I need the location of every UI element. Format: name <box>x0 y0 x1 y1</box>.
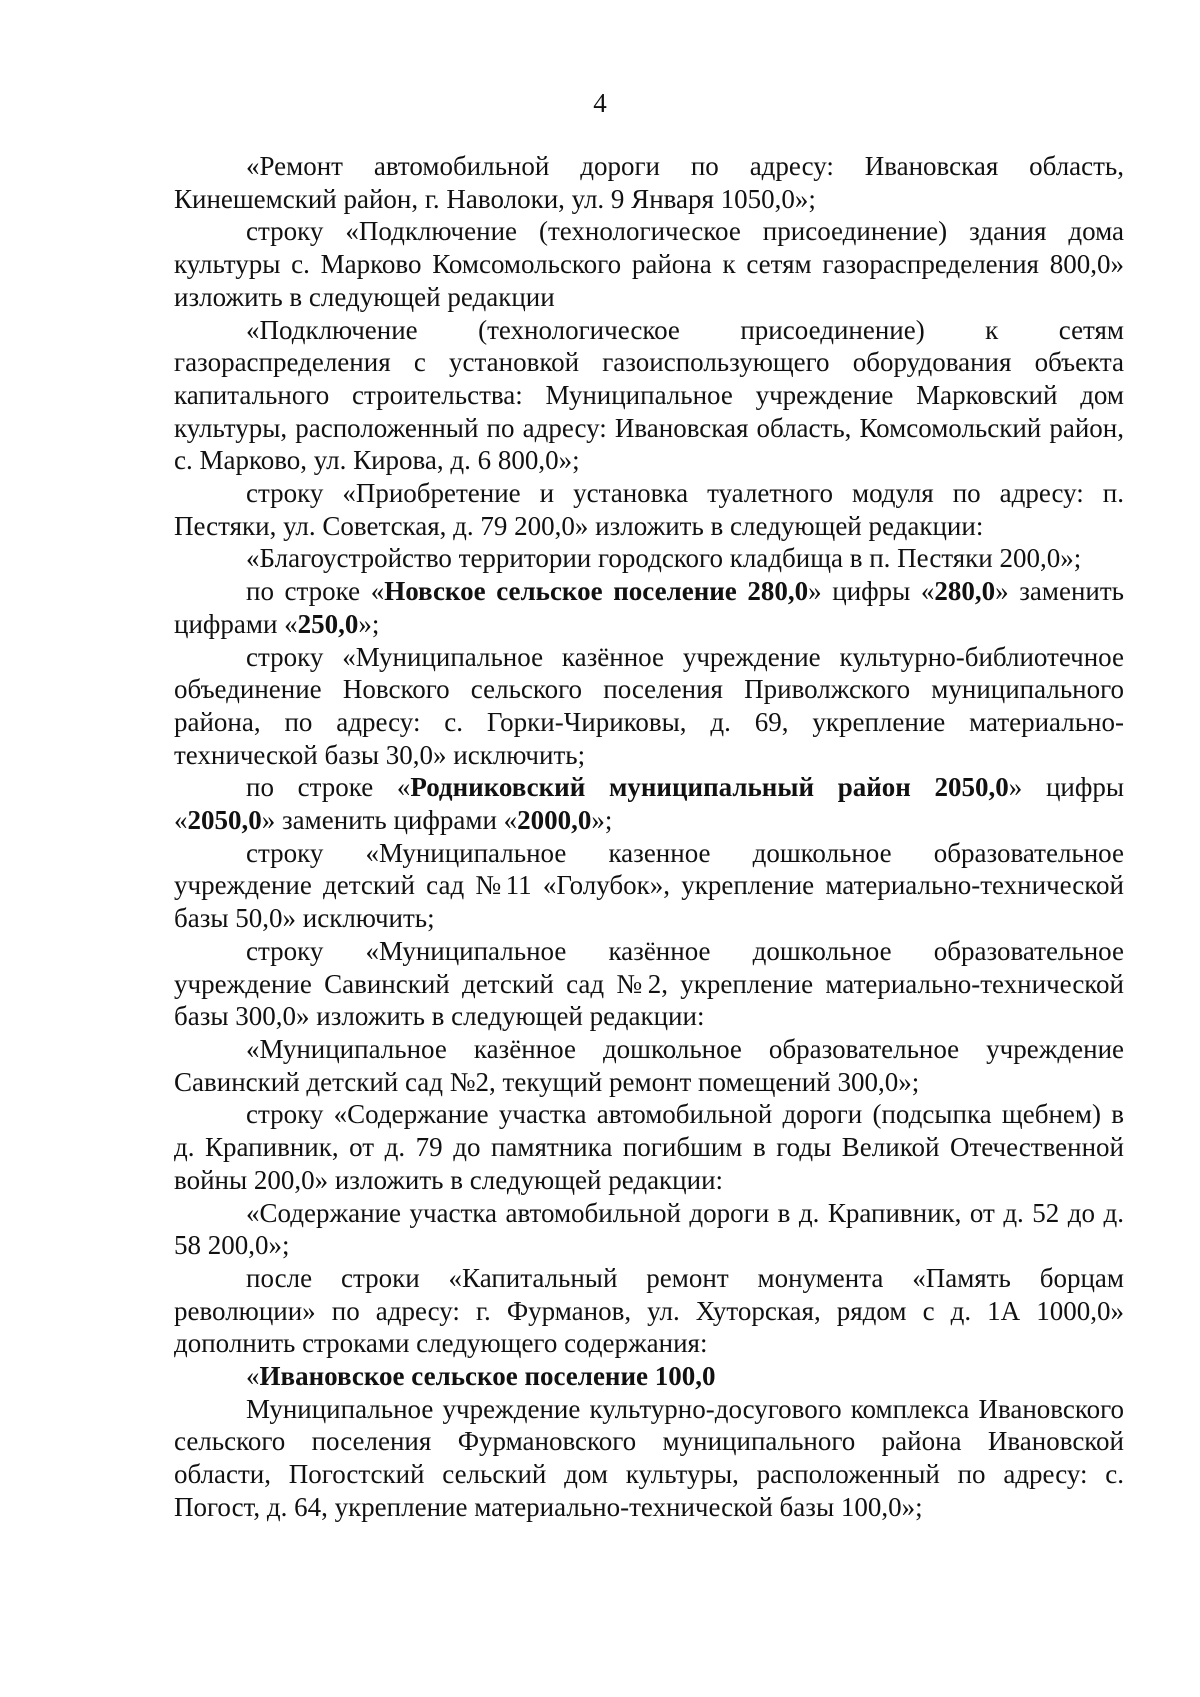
text-run: «Ремонт автомобильной дороги по адресу: Ивановская область, Кинешемский район, г. Наволоки, ул. 9 Января 1050,0»; <box>174 151 1124 214</box>
bold-text: 2000,0 <box>517 805 592 836</box>
paragraph <box>174 542 1124 575</box>
text-run: » заменить цифрами « <box>261 805 518 836</box>
paragraph <box>174 771 1124 836</box>
text-run: «Муниципальное казённое дошкольное образовательное учреждение Савинский детский сад №2, текущий ремонт помещений 300,0»; <box>174 1033 1124 1097</box>
paragraph <box>174 150 1124 215</box>
paragraph <box>174 1197 1124 1262</box>
text-run: »; <box>591 805 613 836</box>
bold-text: 2050,0 <box>187 805 262 836</box>
paragraph <box>174 215 1124 313</box>
paragraph <box>174 1262 1124 1360</box>
page-number: 4 <box>593 88 607 118</box>
paragraph <box>174 314 1124 478</box>
text-run: » цифры « <box>808 576 935 607</box>
paragraph <box>174 1033 1124 1098</box>
bold-text: Ивановское сельское поселение 100,0 <box>259 1361 716 1392</box>
paragraph <box>174 837 1124 935</box>
text-run: «Подключение (технологическое присоединение) к сетям газораспределения с установкой газоиспользующего оборудования объекта капитального строительства: Муниципальное учреждение Марковский дом культуры, расположенный по адресу: Ивановская область, Комсомольский район, с. Марково, ул. Кирова, д. 6 800,0»; <box>174 314 1124 476</box>
document-body <box>174 150 1124 1524</box>
text-run: строку «Муниципальное казенное дошкольное образовательное учреждение детский сад №11 «Голубок», укрепление материально-технической базы 50,0» исключить; <box>174 837 1124 934</box>
text-run: строку «Муниципальное казённое дошкольное образовательное учреждение Савинский детский сад №2, укрепление материально-технической базы 300,0» изложить в следующей редакции: <box>174 935 1124 1032</box>
text-run: »; <box>358 608 380 639</box>
text-run: «Содержание участка автомобильной дороги в д. Крапивник, от д. 52 до д. 58 200,0»; <box>174 1197 1124 1261</box>
text-run: » цифры « <box>174 772 1124 836</box>
text-run: строку «Содержание участка автомобильной дороги (подсыпка щебнем) в д. Крапивник, от д. 79 до памятника погибшим в годы Великой Отечественной войны 200,0» изложить в следующей редакции: <box>174 1099 1124 1195</box>
paragraph <box>174 935 1124 1033</box>
paragraph <box>174 1393 1124 1524</box>
text-run: по строке « <box>246 576 385 607</box>
text-run: строку «Муниципальное казённое учреждение культурно-библиотечное объединение Новского сельского поселения Приволжского муниципального района, по адресу: с. Горки-Чириковы, д. 69, укрепление материально-технической базы 30,0» исключить; <box>174 641 1124 770</box>
paragraph <box>174 1098 1124 1196</box>
text-run: « <box>246 1361 260 1392</box>
text-run: по строке « <box>246 772 411 803</box>
text-run: после строки «Капитальный ремонт монумента «Память борцам революции» по адресу: г. Фурманов, ул. Хуторская, рядом с д. 1А 1000,0» дополнить строками следующего содержания: <box>174 1262 1124 1359</box>
text-run: » заменить цифрами « <box>174 576 1124 639</box>
paragraph <box>174 1360 1124 1393</box>
bold-text: 250,0 <box>297 608 359 639</box>
paragraph <box>174 641 1124 772</box>
text-run: строку «Приобретение и установка туалетного модуля по адресу: п. Пестяки, ул. Советская, д. 79 200,0» изложить в следующей редакции: <box>174 478 1124 541</box>
text-run: строку «Подключение (технологическое присоединение) здания дома культуры с. Марково Комсомольского района к сетям газораспределения 800,0» изложить в следующей редакции <box>174 216 1124 312</box>
text-run: «Благоустройство территории городского кладбища в п. Пестяки 200,0»; <box>246 543 1082 574</box>
paragraph <box>174 477 1124 542</box>
text-run: Муниципальное учреждение культурно-досугового комплекса Ивановского сельского поселения Фурмановского муниципального района Ивановской области, Погостский сельский дом культуры, расположенный по адресу: с. Погост, д. 64, укрепление материально-технической базы 100,0»; <box>174 1393 1124 1522</box>
paragraph <box>174 575 1124 640</box>
bold-text: 280,0 <box>934 576 996 607</box>
bold-text: Новское сельское поселение 280,0 <box>384 576 809 607</box>
bold-text: Родниковский муниципальный район 2050,0 <box>410 772 1009 803</box>
